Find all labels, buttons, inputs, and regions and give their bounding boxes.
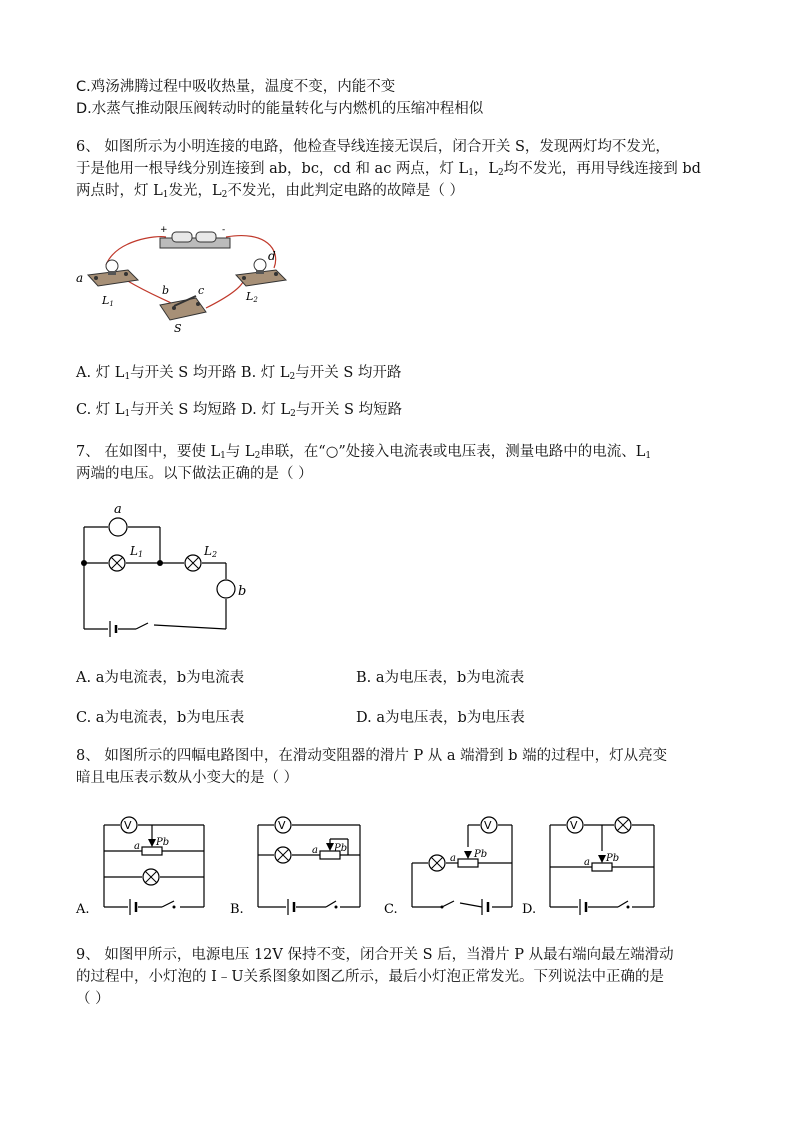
- meter-a: [109, 518, 127, 536]
- q7-option-a: A. a为电流表，b为电流表: [76, 670, 245, 686]
- q6-option-a-part-2: 与开关 S 均开路 B. 灯 L: [130, 365, 290, 381]
- label-l2: L2: [204, 544, 218, 559]
- q6-line-2-part-c: 均不发光，再用导线连接到 bd: [503, 161, 701, 177]
- q7-circuit-figure: [76, 502, 247, 637]
- q8-circuit-c: [384, 815, 524, 915]
- lamp: [143, 869, 159, 885]
- q6-option-c-part-3: 与开关 S 均短路: [295, 402, 402, 418]
- sub-2: 2: [254, 451, 261, 461]
- sub-2: 2: [498, 168, 504, 178]
- q7-line-2: 两端的电压。以下做法正确的是（ ）: [76, 466, 313, 482]
- label-b: b: [238, 584, 247, 599]
- junction-dot: [81, 560, 87, 566]
- lamp: [615, 817, 631, 833]
- sub-1: 1: [124, 409, 131, 419]
- voltmeter-label: V: [124, 819, 132, 832]
- q6-line-2: [76, 158, 701, 180]
- q6-line-2-part-b: ，L: [473, 161, 499, 177]
- q8-line-1: 8、 如图所示的四幅电路图中，在滑动变阻器的滑片 P 从 a 端滑到 b 端的过程中，灯从亮变: [76, 748, 668, 764]
- sub-2: 2: [289, 372, 296, 382]
- q6-options-cd: [76, 399, 402, 421]
- q7-line-1: [76, 441, 651, 463]
- label-pb: Pb: [334, 843, 348, 854]
- sub-1: 1: [220, 451, 226, 461]
- q8-circuit-d: [522, 815, 662, 915]
- label-l2: L2: [246, 290, 258, 304]
- q7-option-b: B. a为电压表，b为电流表: [356, 670, 525, 686]
- q6-line-3-part-a: 两点时，灯 L: [76, 183, 163, 199]
- q8-circuit-b: [230, 815, 380, 915]
- label-pb: Pb: [606, 853, 620, 864]
- label-s: S: [174, 322, 182, 335]
- lamp-l1: [109, 555, 125, 571]
- q6-circuit-figure: [76, 220, 306, 340]
- sub-1: 1: [468, 168, 474, 178]
- q6-option-c-part-2: 与开关 S 均短路 D. 灯 L: [130, 402, 291, 418]
- sub-1: 1: [645, 451, 652, 461]
- q6-line-1: 6、 如图所示为小明连接的电路，他检查导线连接无误后，闭合开关 S，发现两灯均不发光，: [76, 139, 670, 155]
- q6-option-a-part-3: 与开关 S 均开路: [295, 365, 402, 381]
- switch-s: [160, 296, 206, 320]
- q7-line-1-part-b: 与 L: [225, 444, 255, 460]
- label-a: a: [450, 853, 456, 864]
- q7-option-c: C. a为电流表，b为电压表: [76, 710, 245, 726]
- q9-line-2: 的过程中，小灯泡的 I﹣U关系图象如图乙所示，最后小灯泡正常发光。下列说法中正确的是: [76, 969, 665, 985]
- label-a: a: [584, 857, 590, 868]
- q5-option-d: D.水蒸气推动限压阀转动时的能量转化与内燃机的压缩冲程相似: [76, 101, 484, 117]
- label-d: d: [268, 249, 276, 263]
- q6-line-2-part-a: 于是他用一根导线分别连接到 ab，bc，cd 和 ac 两点，灯 L: [76, 161, 469, 177]
- q6-option-a-part-1: A. 灯 L: [76, 365, 125, 381]
- battery-plus: +: [160, 225, 168, 235]
- lamp: [275, 847, 291, 863]
- voltmeter-label: V: [570, 819, 578, 832]
- q9-line-1: 9、 如图甲所示，电源电压 12V 保持不变，闭合开关 S 后，当滑片 P 从最右端向最左端滑动: [76, 947, 674, 963]
- q7-line-1-part-a: 7、 在如图中，要使 L: [76, 444, 221, 460]
- label-a: a: [312, 845, 318, 856]
- label-a: a: [134, 841, 140, 852]
- sub-2: 2: [290, 409, 296, 419]
- q6-option-c-part-1: C. 灯 L: [76, 402, 125, 418]
- junction-dot: [157, 560, 163, 566]
- lamp-l2: [185, 555, 201, 571]
- voltmeter-label: V: [484, 819, 492, 832]
- meter-b: [217, 580, 235, 598]
- voltmeter-label: V: [278, 819, 286, 832]
- battery-minus: -: [222, 225, 226, 235]
- q8-circuit-a: [76, 815, 216, 915]
- lamp-l2: [236, 259, 286, 286]
- lamp: [429, 855, 445, 871]
- q9-line-3: （ ）: [76, 991, 110, 1007]
- q6-line-3-part-b: 发光，L: [168, 183, 222, 199]
- label-a: a: [114, 502, 122, 517]
- wire: [206, 280, 244, 308]
- label-b: b: [162, 284, 170, 297]
- label-l1: L1: [102, 294, 114, 308]
- option-label-b: B.: [230, 902, 244, 917]
- option-label-d: D.: [522, 902, 537, 917]
- sub-1: 1: [124, 372, 131, 382]
- q6-options-ab: [76, 362, 401, 384]
- label-l1: L1: [130, 544, 144, 559]
- label-a: a: [76, 271, 84, 285]
- q5-option-c: C.鸡汤沸腾过程中吸收热量，温度不变，内能不变: [76, 79, 396, 95]
- sub-1: 1: [162, 190, 169, 200]
- label-pb: Pb: [156, 837, 170, 848]
- q8-line-2: 暗且电压表示数从小变大的是（ ）: [76, 770, 299, 786]
- q7-line-1-part-c: 串联，在“○”处接入电流表或电压表，测量电路中的电流、L: [260, 444, 646, 460]
- q6-line-3: [76, 180, 464, 202]
- q6-line-3-part-c: 不发光，由此判定电路的故障是（ ）: [227, 183, 464, 199]
- battery-holder: [160, 225, 230, 248]
- option-label-a: A.: [76, 902, 90, 917]
- q7-option-d: D. a为电压表，b为电压表: [356, 710, 525, 726]
- label-pb: Pb: [474, 849, 488, 860]
- option-label-c: C.: [384, 902, 398, 917]
- sub-2: 2: [221, 190, 228, 200]
- label-c: c: [198, 284, 205, 297]
